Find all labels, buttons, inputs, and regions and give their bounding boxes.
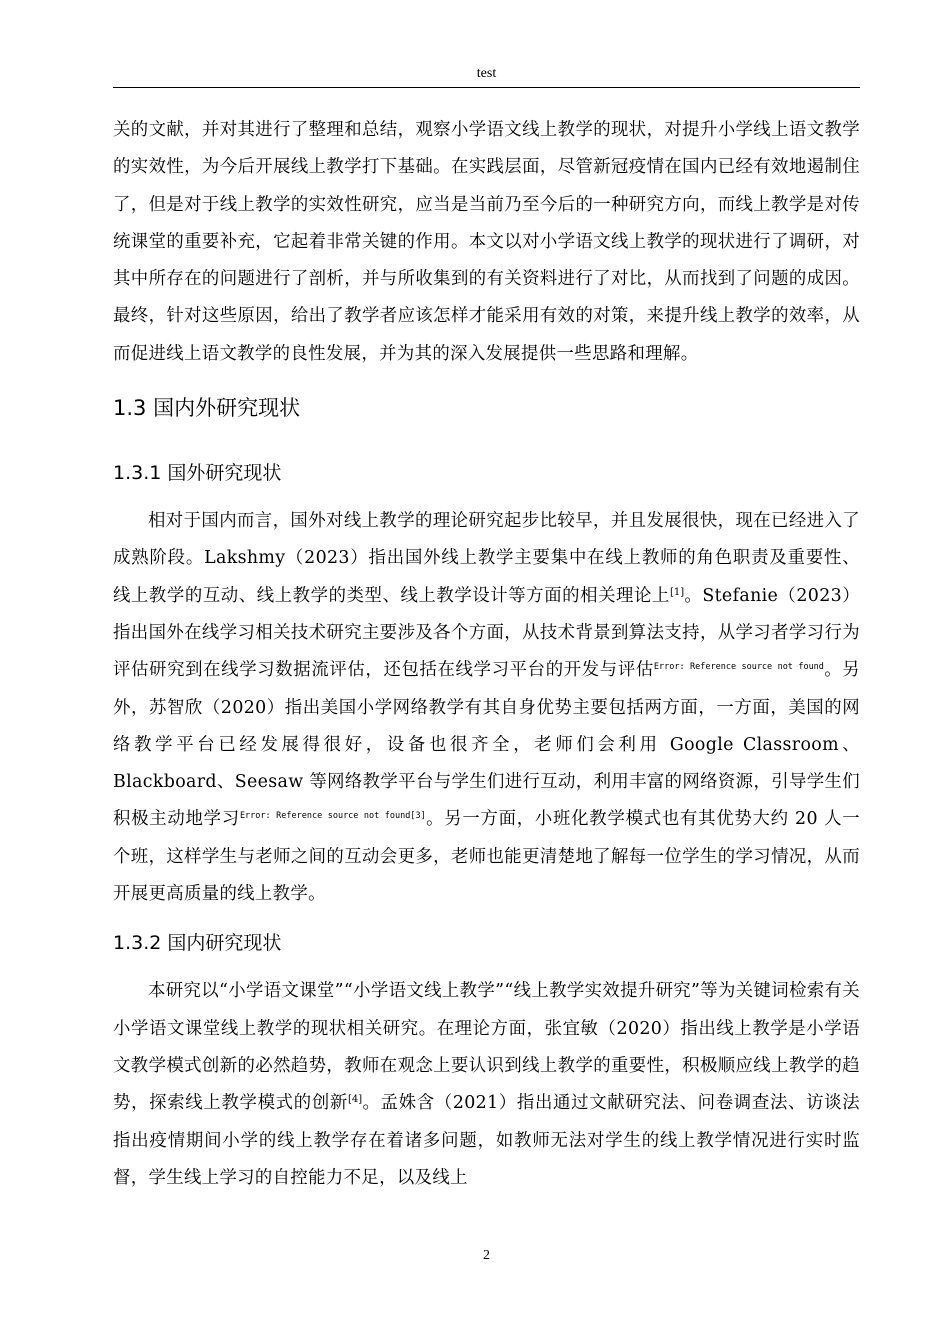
foreign-research-paragraph: [113, 503, 860, 913]
paragraph-text: 。另一方面，小班化教学模式也有其优势大约 20 人一个班，这样学生与老师之间的互动会更多，老师也能更清楚地了解每一位学生的学习情况，从而开展更高质量的线上教学。: [113, 809, 861, 905]
header-divider: [113, 87, 860, 88]
document-body: [113, 112, 860, 1197]
paragraph-text: 。孟姝含（2021）指出通过文献研究法、问卷调查法、访谈法指出疫情期间小学的线上教学存在着诸多问题，如教师无法对学生的线上教学情况进行实时监督，学生线上学习的自控能力不足，以及线上: [113, 1093, 860, 1188]
paragraph-text: 。另外，苏智欣（2020）指出美国小学网络教学有其自身优势主要包括两方面，一方面，美国的网络教学平台已经发展得很好，设备也很齐全，老师们会利用 Google Classroom、Blackboard、Seesaw 等网络教学平台与学生们进行互动，利用丰富的网络资源，引导学生们积极主动地学习: [113, 660, 860, 830]
reference-error-marker: Error: Reference source not found: [653, 662, 824, 673]
paragraph-text: 。Stefanie（2023）指出国外在线学习相关技术研究主要涉及各个方面，从技术背景到算法支持，从学习者学习行为评估研究到在线学习数据流评估，还包括在线学习平台的开发与评估: [113, 585, 861, 681]
paragraph-text: 本研究以“小学语文课堂”“小学语文线上教学”“线上教学实效提升研究”等为关键词检索有关小学语文课堂线上教学的现状相关研究。在理论方面，张宜敏（2020）指出线上教学是小学语文教学模式创新的必然趋势，教师在观念上要认识到线上教学的重要性，积极顺应线上教学的趋势，探索线上教学模式的创新: [113, 981, 860, 1114]
paragraph-text: 相对于国内而言，国外对线上教学的理论研究起步比较早，并且发展很快，现在已经进入了成熟阶段。Lakshmy（2023）指出国外线上教学主要集中在线上教师的角色职责及重要性、线上教学的互动、线上教学的类型、线上教学设计等方面的相关理论上: [113, 511, 860, 606]
section-heading-1-3-1: 1.3.1 国外研究现状: [113, 462, 282, 485]
citation-marker: [1]: [669, 586, 685, 598]
domestic-research-paragraph: [113, 973, 860, 1197]
page-header: test: [476, 66, 497, 81]
section-heading-1-3: 1.3 国内外研究现状: [113, 396, 301, 421]
page-number: 2: [483, 1248, 490, 1263]
section-heading-1-3-2: 1.3.2 国内研究现状: [113, 932, 282, 955]
citation-marker: [4]: [347, 1094, 363, 1106]
intro-paragraph: 关的文献，并对其进行了整理和总结，观察小学语文线上教学的现状，对提升小学线上语文教学的实效性，为今后开展线上教学打下基础。在实践层面，尽管新冠疫情在国内已经有效地遏制住了，但是对于线上教学的实效性研究，应当是当前乃至今后的一种研究方向，而线上教学是对传统课堂的重要补充，它起着非常关键的作用。本文以对小学语文线上教学的现状进行了调研，对其中所存在的问题进行了剖析，并与所收集到的有关资料进行了对比，从而找到了问题的成因。最终，针对这些原因，给出了教学者应该怎样才能采用有效的对策，来提升线上教学的效率，从而促进线上语文教学的良性发展，并为其的深入发展提供一些思路和理解。: [113, 120, 860, 364]
reference-error-marker: Error: Reference source not found[3]: [239, 811, 426, 822]
